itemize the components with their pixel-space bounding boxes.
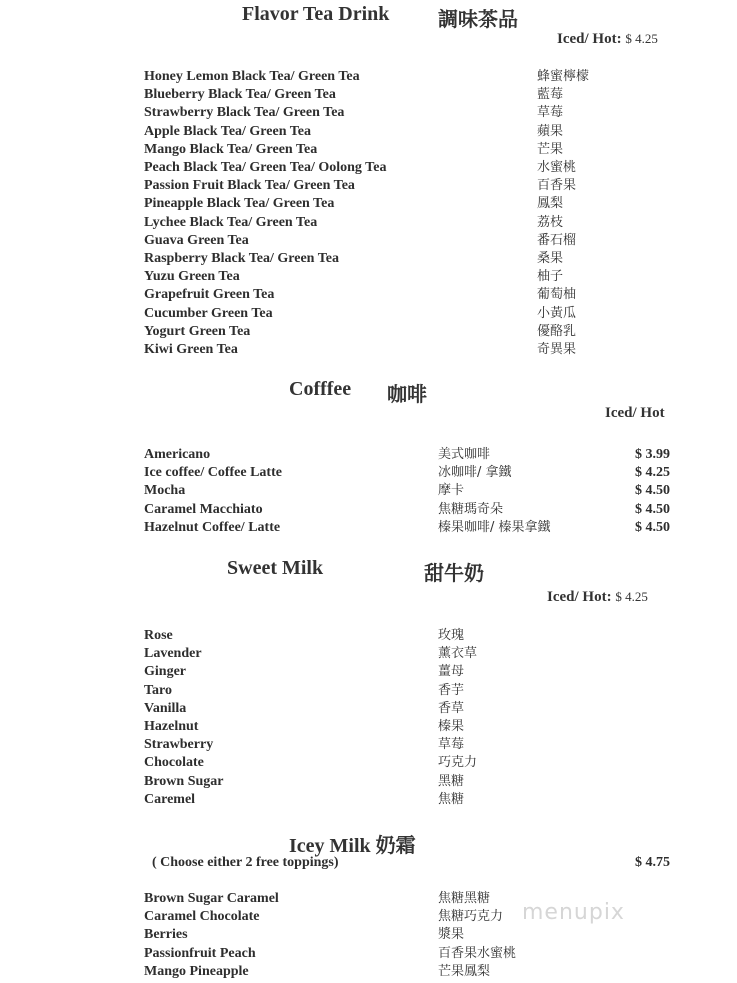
flavor-item-name-en: Grapefruit Green Tea [144, 287, 275, 303]
milk-item-name-en: Hazelnut [144, 719, 199, 734]
coffee-item-name-en: Mocha [144, 483, 186, 499]
coffee-item-price: $ 4.50 [635, 519, 670, 535]
milk-item-name-en: Ginger [144, 664, 186, 680]
coffee-title-zh: 咖啡 [387, 382, 427, 406]
flavor-title-en: Flavor Tea Drink [242, 3, 390, 25]
coffee-item-name-zh: 摩卡 [438, 483, 465, 499]
flavor-item-name-zh: 草莓 [537, 105, 564, 121]
flavor-item-name-zh: 蘋果 [537, 123, 564, 139]
coffee-title-en: Cofffee [289, 378, 352, 400]
milk-item-name-en: Strawberry [144, 737, 214, 753]
flavor-item-name-zh: 番石榴 [537, 232, 577, 248]
milk-price-head [547, 589, 648, 606]
icey-title: Icey Milk 奶霜 [289, 835, 416, 857]
flavor-item-name-en: Mango Black Tea/ Green Tea [144, 141, 318, 157]
milk-item-name-zh: 薰衣草 [438, 646, 478, 662]
flavor-item-name-en: Pineapple Black Tea/ Green Tea [144, 196, 335, 212]
coffee-item-price: $ 4.50 [635, 501, 670, 517]
coffee-item-name-zh: 榛果咖啡/ 榛果拿鐵 [438, 519, 551, 535]
milk-item-name-en: Brown Sugar [144, 773, 224, 789]
flavor-item-name-zh: 葡萄柚 [537, 287, 577, 303]
flavor-item-name-zh: 小黃瓜 [537, 305, 577, 321]
coffee-item-name-zh: 焦糖瑪奇朵 [438, 501, 504, 517]
flavor-price: $ 4.25 [625, 31, 658, 46]
coffee-item-name-en: Caramel Macchiato [144, 501, 263, 517]
milk-item-name-en: Caremel [144, 791, 196, 807]
icey-item-name-zh: 漿果 [438, 927, 465, 943]
flavor-item-name-en: Honey Lemon Black Tea/ Green Tea [144, 69, 360, 84]
icey-price: $ 4.75 [635, 855, 670, 870]
flavor-item-name-en: Kiwi Green Tea [144, 342, 238, 357]
flavor-item-name-en: Blueberry Black Tea/ Green Tea [144, 87, 336, 103]
flavor-price-head [557, 31, 658, 48]
coffee-item-name-zh: 冰咖啡/ 拿鐵 [438, 465, 512, 481]
coffee-item-name-en: Ice coffee/ Coffee Latte [144, 465, 282, 481]
flavor-item-name-zh: 蜂蜜檸檬 [537, 69, 590, 84]
flavor-item-name-en: Yogurt Green Tea [144, 323, 251, 339]
flavor-item-name-zh: 荔枝 [537, 214, 564, 230]
milk-title-en: Sweet Milk [227, 557, 324, 579]
icey-item-name-en: Berries [144, 927, 188, 943]
milk-item-name-zh: 草莓 [438, 737, 465, 753]
flavor-item-name-en: Passion Fruit Black Tea/ Green Tea [144, 178, 355, 194]
flavor-item-name-zh: 奇異果 [537, 342, 577, 357]
icey-item-name-zh: 焦糖黑糖 [438, 891, 491, 906]
flavor-item-name-zh: 柚子 [537, 269, 564, 285]
coffee-price-head: Iced/ Hot [605, 405, 665, 421]
coffee-item-name-en: Americano [144, 447, 211, 462]
flavor-item-name-zh: 水蜜桃 [537, 160, 577, 175]
flavor-item-name-zh: 鳳梨 [537, 196, 564, 212]
coffee-item-name-zh: 美式咖啡 [438, 447, 491, 462]
milk-item-name-zh: 玫瑰 [438, 628, 465, 643]
flavor-item-name-en: Peach Black Tea/ Green Tea/ Oolong Tea [144, 160, 387, 175]
flavor-item-name-en: Lychee Black Tea/ Green Tea [144, 214, 318, 230]
milk-price: $ 4.25 [615, 589, 648, 604]
icey-note: ( Choose either 2 free toppings) [152, 855, 339, 870]
milk-item-name-en: Chocolate [144, 755, 204, 771]
milk-item-name-zh: 香草 [438, 700, 465, 716]
milk-price-label: Iced/ Hot: [547, 589, 612, 605]
flavor-item-name-zh: 藍莓 [537, 87, 564, 103]
milk-title-zh: 甜牛奶 [424, 561, 484, 585]
icey-item-name-en: Brown Sugar Caramel [144, 891, 279, 906]
milk-item-name-en: Vanilla [144, 700, 187, 716]
milk-item-name-zh: 榛果 [438, 719, 465, 734]
flavor-item-name-en: Yuzu Green Tea [144, 269, 240, 285]
milk-item-name-zh: 焦糖 [438, 791, 465, 807]
coffee-item-price: $ 4.25 [635, 465, 670, 481]
coffee-item-name-en: Hazelnut Coffee/ Latte [144, 519, 281, 535]
flavor-item-name-en: Apple Black Tea/ Green Tea [144, 123, 311, 139]
milk-item-name-zh: 香芋 [438, 682, 465, 698]
milk-item-name-zh: 薑母 [438, 664, 465, 680]
flavor-item-name-zh: 桑果 [537, 251, 564, 266]
flavor-item-name-zh: 優酪乳 [537, 323, 577, 339]
flavor-item-name-en: Cucumber Green Tea [144, 305, 273, 321]
milk-item-name-en: Rose [144, 628, 173, 643]
milk-item-name-en: Taro [144, 682, 173, 698]
icey-item-name-en: Passionfruit Peach [144, 945, 256, 961]
coffee-item-price: $ 3.99 [635, 447, 670, 462]
flavor-price-label: Iced/ Hot: [557, 31, 622, 47]
flavor-item-name-zh: 百香果 [537, 178, 577, 194]
icey-item-name-zh: 焦糖巧克力 [438, 909, 504, 925]
coffee-item-price: $ 4.50 [635, 483, 670, 499]
flavor-item-name-zh: 芒果 [537, 141, 564, 157]
flavor-item-name-en: Guava Green Tea [144, 232, 249, 248]
flavor-item-name-en: Strawberry Black Tea/ Green Tea [144, 105, 345, 121]
icey-item-name-zh: 芒果鳳梨 [438, 963, 491, 979]
watermark-logo: menupix [522, 900, 625, 925]
milk-item-name-zh: 巧克力 [438, 755, 478, 771]
icey-item-name-en: Caramel Chocolate [144, 909, 260, 925]
flavor-item-name-en: Raspberry Black Tea/ Green Tea [144, 251, 339, 266]
flavor-title-zh: 調味茶品 [438, 7, 518, 31]
milk-item-name-en: Lavender [144, 646, 202, 662]
milk-item-name-zh: 黑糖 [438, 773, 465, 789]
icey-item-name-en: Mango Pineapple [144, 963, 249, 979]
icey-item-name-zh: 百香果水蜜桃 [438, 945, 517, 961]
